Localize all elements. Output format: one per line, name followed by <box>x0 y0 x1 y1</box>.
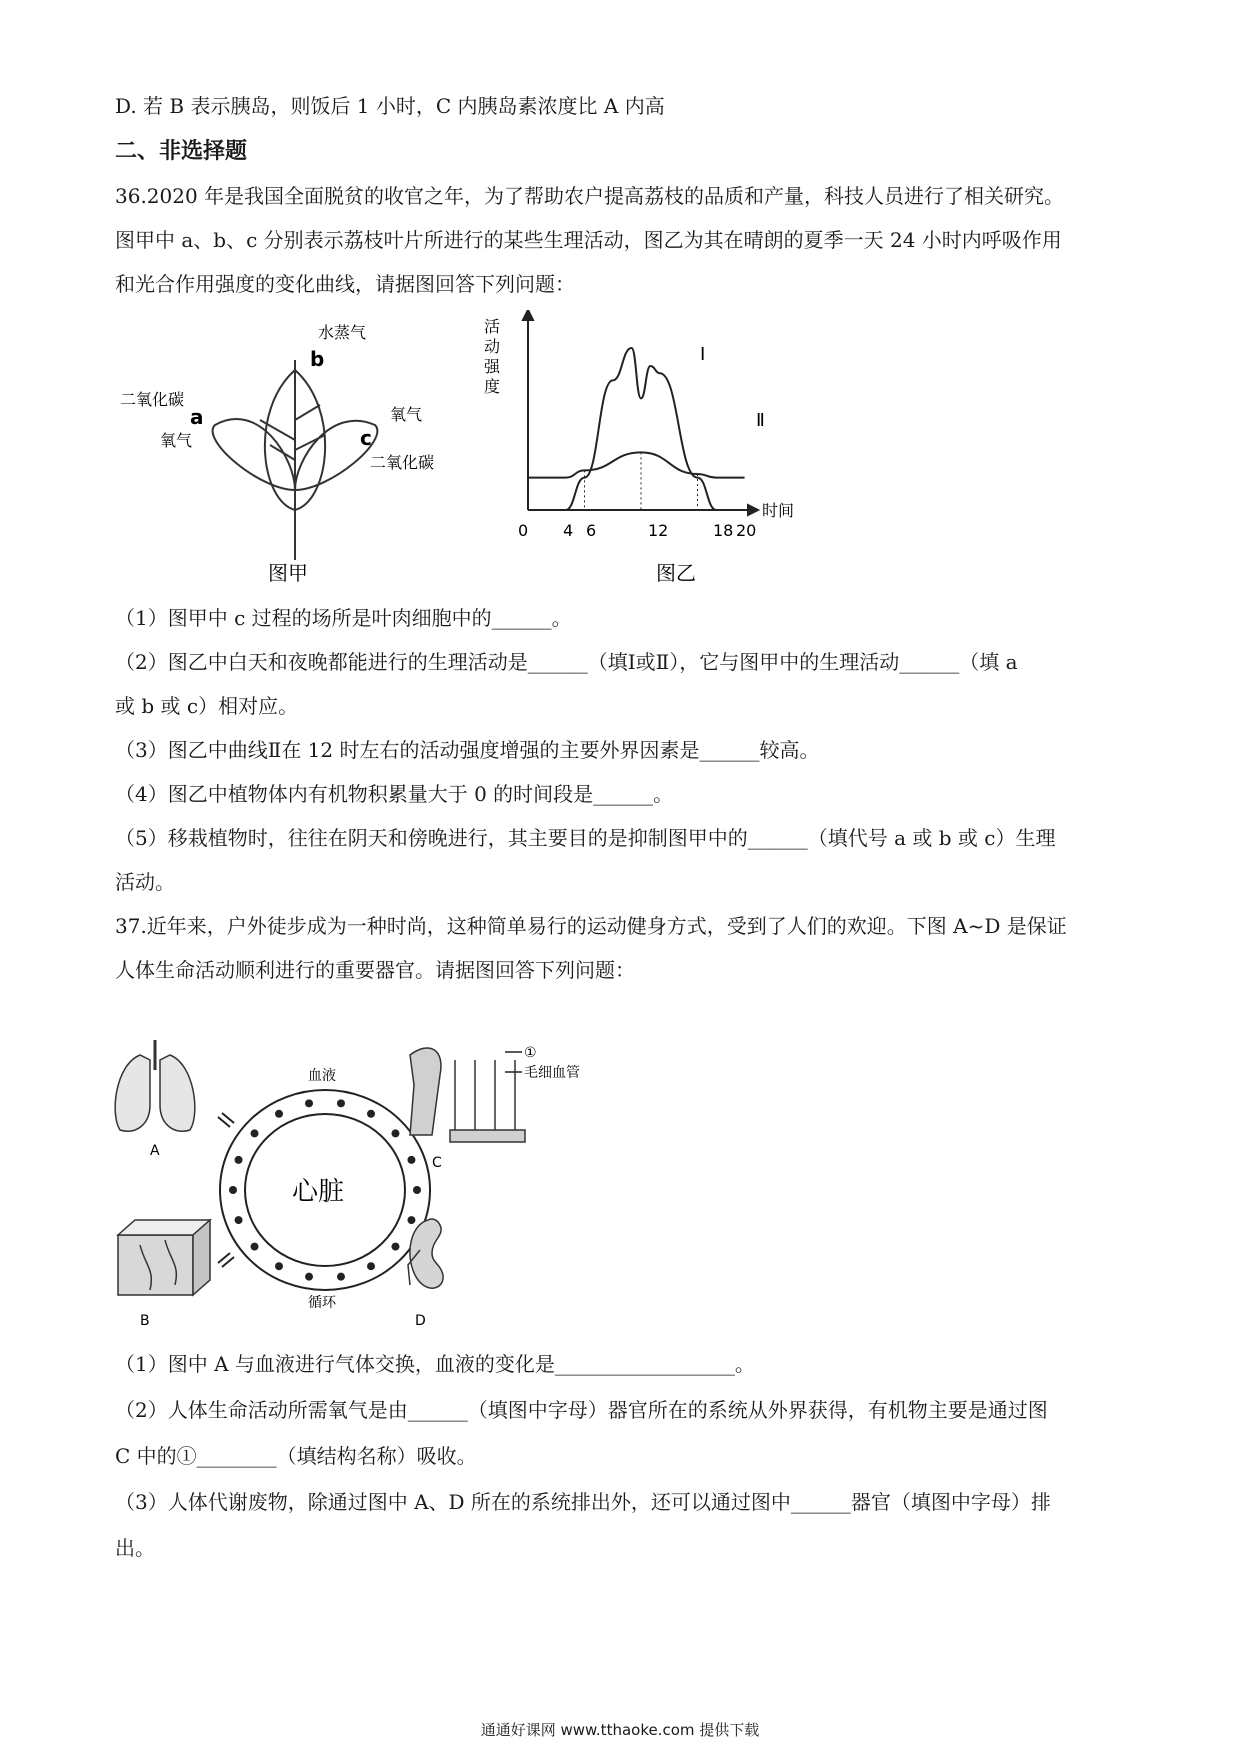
capillary-label: 毛细血管 <box>524 1065 580 1081</box>
q37-text-1: 37.近年来，户外徒步成为一种时尚，这种简单易行的运动健身方式，受到了人们的欢迎。下图 A~D 是保证 <box>115 914 1067 938</box>
q36-sub-3: （3）图乙中曲线Ⅱ在 12 时左右的活动强度增强的主要外界因素是______较高。 <box>115 738 820 762</box>
q37-sub-2b: C 中的①________（填结构名称）吸收。 <box>115 1444 477 1468</box>
x-axis-arrow <box>748 505 758 515</box>
figure-jia <box>120 310 460 590</box>
series-line-2 <box>528 452 745 477</box>
option-d: D. 若 B 表示胰岛，则饭后 1 小时，C 内胰岛素浓度比 A 内高 <box>115 94 665 118</box>
q37-sub-3a: （3）人体代谢废物，除通过图中 A、D 所在的系统排出外，还可以通过图中______器官（填图中字母）排 <box>115 1490 1051 1514</box>
label-d: D <box>415 1313 426 1329</box>
q37-text-2: 人体生命活动顺利进行的重要器官。请据图回答下列问题： <box>115 958 635 982</box>
tick-20: 20 <box>736 521 757 540</box>
q37-sub-3b: 出。 <box>115 1536 155 1560</box>
blood-cell-dot <box>229 1186 237 1194</box>
q36-sub-1: （1）图甲中 c 过程的场所是叶肉细胞中的______。 <box>115 606 572 630</box>
heart-label: 心脏 <box>292 1177 345 1207</box>
ylabel-3: 强 <box>484 357 501 376</box>
q36-sub-2a: （2）图乙中白天和夜晚都能进行的生理活动是______（填Ⅰ或Ⅱ），它与图甲中的生理活动______（填 a <box>115 650 1018 674</box>
blood-cell-dot <box>275 1262 283 1270</box>
marker-1: ① <box>524 1045 537 1061</box>
curve-1-label: Ⅰ <box>700 344 706 365</box>
section-heading: 二、非选择题 <box>115 139 248 164</box>
q37-sub-1: （1）图中 A 与血液进行气体交换，血液的变化是__________________。 <box>115 1352 755 1376</box>
label-c: c <box>360 426 372 450</box>
caption-jia: 图甲 <box>268 561 308 585</box>
ylabel-4: 度 <box>484 377 501 396</box>
blood-cell-dot <box>391 1129 399 1137</box>
co2-right-label: 二氧化碳 <box>370 453 435 472</box>
left-leaf <box>213 419 295 490</box>
q36-text-2: 图甲中 a、b、c 分别表示荔枝叶片所进行的某些生理活动，图乙为其在晴朗的夏季一天 24 小时内呼吸作用 <box>115 228 1062 252</box>
label-a: a <box>190 405 204 429</box>
blood-cell-dot <box>235 1156 243 1164</box>
label-b: b <box>310 347 325 371</box>
skin-icon <box>118 1220 210 1295</box>
blood-cell-dot <box>251 1129 259 1137</box>
caption-yi: 图乙 <box>656 561 696 585</box>
blood-cell-dot <box>305 1099 313 1107</box>
ring-bottom-label: 循环 <box>308 1295 336 1311</box>
tick-18: 18 <box>713 521 734 540</box>
label-c: C <box>432 1155 442 1171</box>
tick-4: 4 <box>563 521 574 540</box>
co2-left-label: 二氧化碳 <box>120 390 185 409</box>
blood-cell-dot <box>391 1243 399 1251</box>
intestine-icon <box>410 1048 525 1142</box>
x-axis-label: 时间 <box>762 501 795 520</box>
tick-12: 12 <box>648 521 669 540</box>
q37-sub-2a: （2）人体生命活动所需氧气是由______（填图中字母）器官所在的系统从外界获得，有机物主要是通过图 <box>115 1398 1048 1422</box>
q36-sub-4: （4）图乙中植物体内有机物积累量大于 0 的时间段是______。 <box>115 782 674 806</box>
ylabel-2: 动 <box>484 337 501 356</box>
q36-text-3: 和光合作用强度的变化曲线，请据图回答下列问题： <box>115 272 575 296</box>
blood-cell-dot <box>337 1099 345 1107</box>
q36-sub-5a: （5）移栽植物时，往往在阴天和傍晚进行，其主要目的是抑制图甲中的______（填代号 a 或 b 或 c）生理 <box>115 826 1056 850</box>
blood-cell-dot <box>235 1216 243 1224</box>
blood-cell-dot <box>407 1216 415 1224</box>
blood-cell-dot <box>367 1110 375 1118</box>
blood-cell-dot <box>337 1273 345 1281</box>
label-b: B <box>140 1313 150 1329</box>
ring-top-label: 血液 <box>308 1068 336 1084</box>
kidney-icon <box>408 1219 443 1288</box>
water-vapor-label: 水蒸气 <box>318 323 367 342</box>
o2-right-label: 氧气 <box>390 405 423 424</box>
q36-sub-2b: 或 b 或 c）相对应。 <box>115 694 299 718</box>
blood-cell-dot <box>413 1186 421 1194</box>
ylabel-1: 活 <box>484 317 501 336</box>
figure-yi <box>478 310 898 590</box>
blood-cell-dot <box>407 1156 415 1164</box>
label-a: A <box>150 1143 160 1159</box>
blood-cell-dot <box>305 1273 313 1281</box>
o2-left-label: 氧气 <box>160 431 193 450</box>
curve-2-label: Ⅱ <box>756 410 765 431</box>
blood-cell-dot <box>275 1110 283 1118</box>
lung-icon <box>115 1040 195 1131</box>
tick-6: 6 <box>586 521 597 540</box>
y-axis-arrow <box>523 310 533 320</box>
figure-organs <box>110 1035 670 1335</box>
page-footer: 通通好课网 www.tthaoke.com 提供下载 <box>480 1721 760 1739</box>
blood-cell-dot <box>251 1243 259 1251</box>
series-line-1 <box>566 348 717 510</box>
q36-text-1: 36.2020 年是我国全面脱贫的收官之年，为了帮助农户提高荔枝的品质和产量，科技人员进行了相关研究。 <box>115 184 1065 208</box>
blood-cell-dot <box>367 1262 375 1270</box>
tick-0: 0 <box>518 521 529 540</box>
q36-sub-5b: 活动。 <box>115 870 175 894</box>
